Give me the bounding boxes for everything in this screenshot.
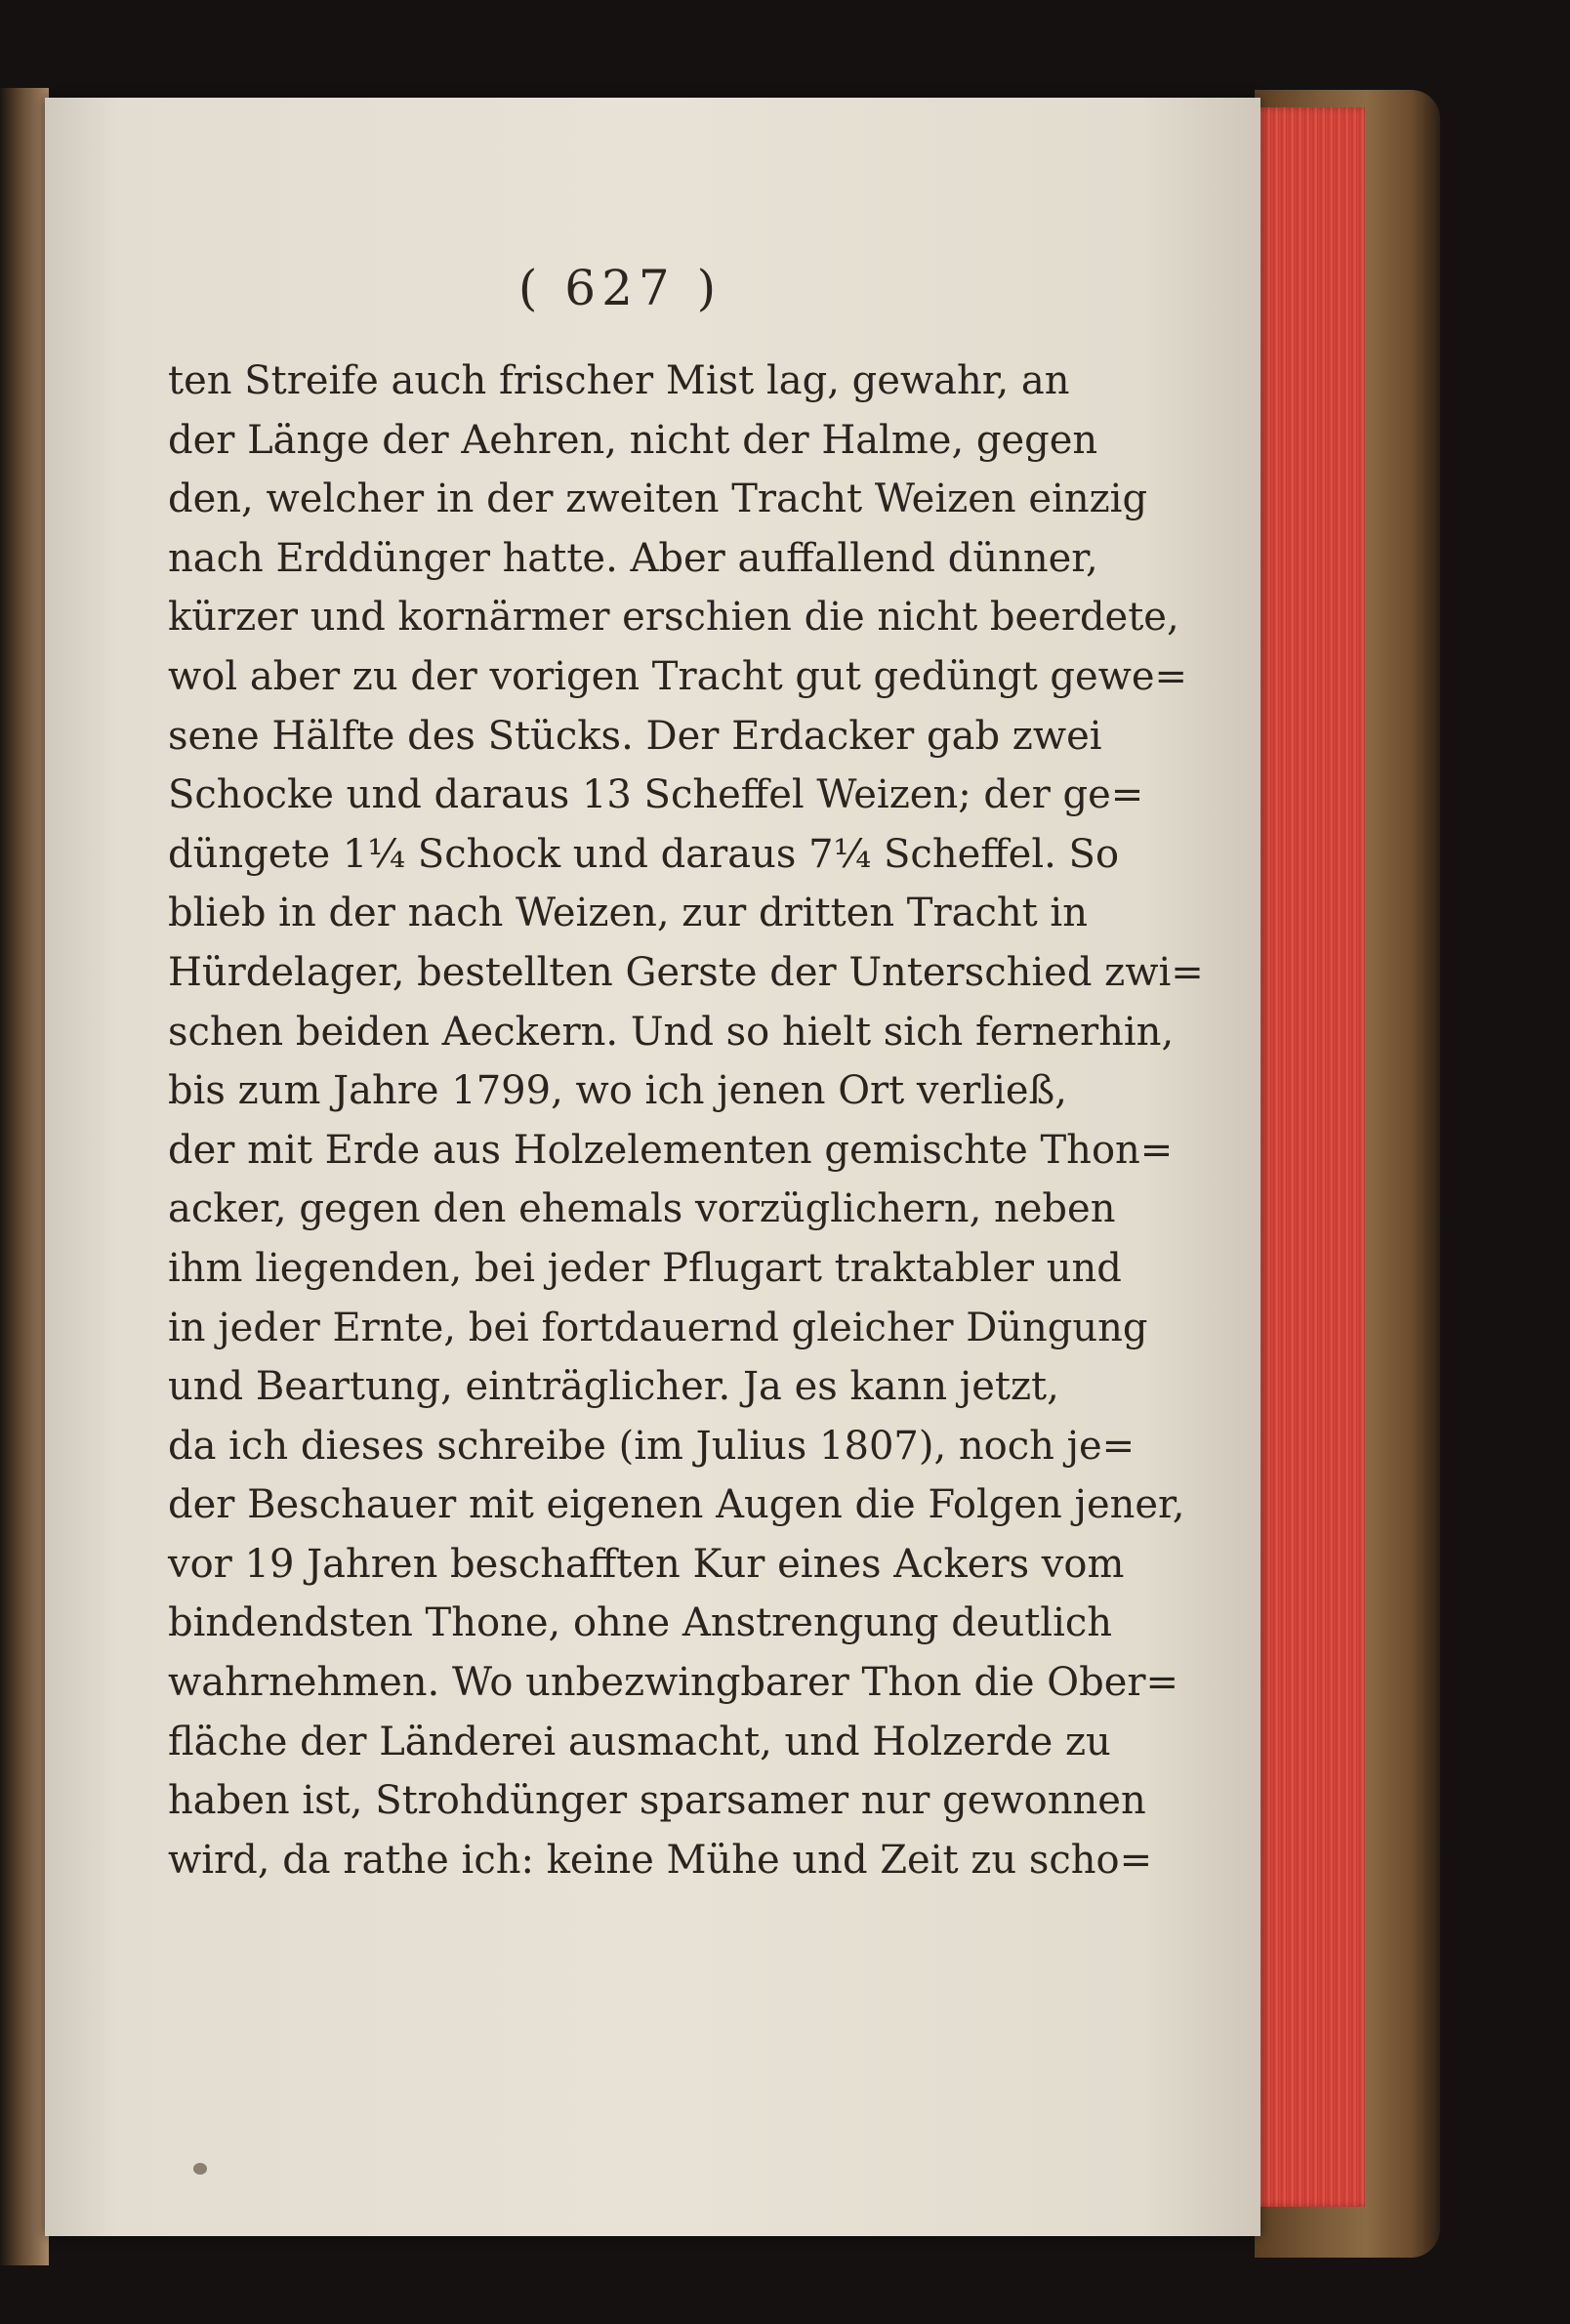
text-line-11: Hürdelager, bestellten Gerste der Unterschied zwi= [168, 949, 1204, 995]
text-line-12: schen beiden Aeckern. Und so hielt sich fernerhin, [168, 1009, 1175, 1055]
text-line-25: haben ist, Strohdünger sparsamer nur gewonnen [168, 1778, 1146, 1824]
ink-smudge [193, 2163, 207, 2175]
text-line-18: und Beartung, einträglicher. Ja es kann jetzt, [168, 1364, 1059, 1410]
text-line-22: bindendsten Thone, ohne Anstrengung deutlich [168, 1600, 1113, 1646]
text-line-1: ten Streife auch frischer Mist lag, gewahr, an [168, 358, 1070, 403]
text-line-13: bis zum Jahre 1799, wo ich jenen Ort verließ, [168, 1068, 1067, 1114]
text-line-7: sene Hälfte des Stücks. Der Erdacker gab zwei [168, 713, 1102, 759]
page-text [168, 352, 1204, 1889]
text-line-16: ihm liegenden, bei jeder Pflugart traktabler und [168, 1245, 1122, 1291]
text-line-9: düngete 1¼ Schock und daraus 7¼ Scheffel. So [168, 831, 1120, 877]
text-line-23: wahrnehmen. Wo unbezwingbarer Thon die Ober= [168, 1660, 1178, 1706]
text-line-26: wird, da rathe ich: keine Mühe und Zeit zu scho= [168, 1837, 1153, 1883]
text-line-14: der mit Erde aus Holzelementen gemischte Thon= [168, 1127, 1174, 1173]
text-line-3: den, welcher in der zweiten Tracht Weizen einzig [168, 477, 1148, 522]
text-line-4: nach Erddünger hatte. Aber auffallend dünner, [168, 535, 1098, 581]
text-line-5: kürzer und kornärmer erschien die nicht beerdete, [168, 595, 1179, 641]
page-number: ( 627 ) [517, 260, 723, 316]
red-page-edges [1248, 107, 1365, 2207]
text-line-24: fläche der Länderei ausmacht, und Holzerde zu [168, 1719, 1111, 1764]
text-line-20: der Beschauer mit eigenen Augen die Folgen jener, [168, 1482, 1185, 1528]
text-line-17: in jeder Ernte, bei fortdauernd gleicher Düngung [168, 1305, 1148, 1350]
text-line-21: vor 19 Jahren beschafften Kur eines Ackers vom [168, 1541, 1125, 1587]
text-line-10: blieb in der nach Weizen, zur dritten Tracht in [168, 891, 1088, 936]
text-line-19: da ich dieses schreibe (im Julius 1807), noch je= [168, 1423, 1136, 1469]
text-line-8: Schocke und daraus 13 Scheffel Weizen; der ge= [168, 772, 1144, 818]
text-line-6: wol aber zu der vorigen Tracht gut gedüngt gewe= [168, 653, 1188, 699]
text-line-15: acker, gegen den ehemals vorzüglichern, neben [168, 1186, 1116, 1232]
text-line-2: der Länge der Aehren, nicht der Halme, gegen [168, 417, 1098, 463]
left-book-edge [0, 88, 49, 2265]
